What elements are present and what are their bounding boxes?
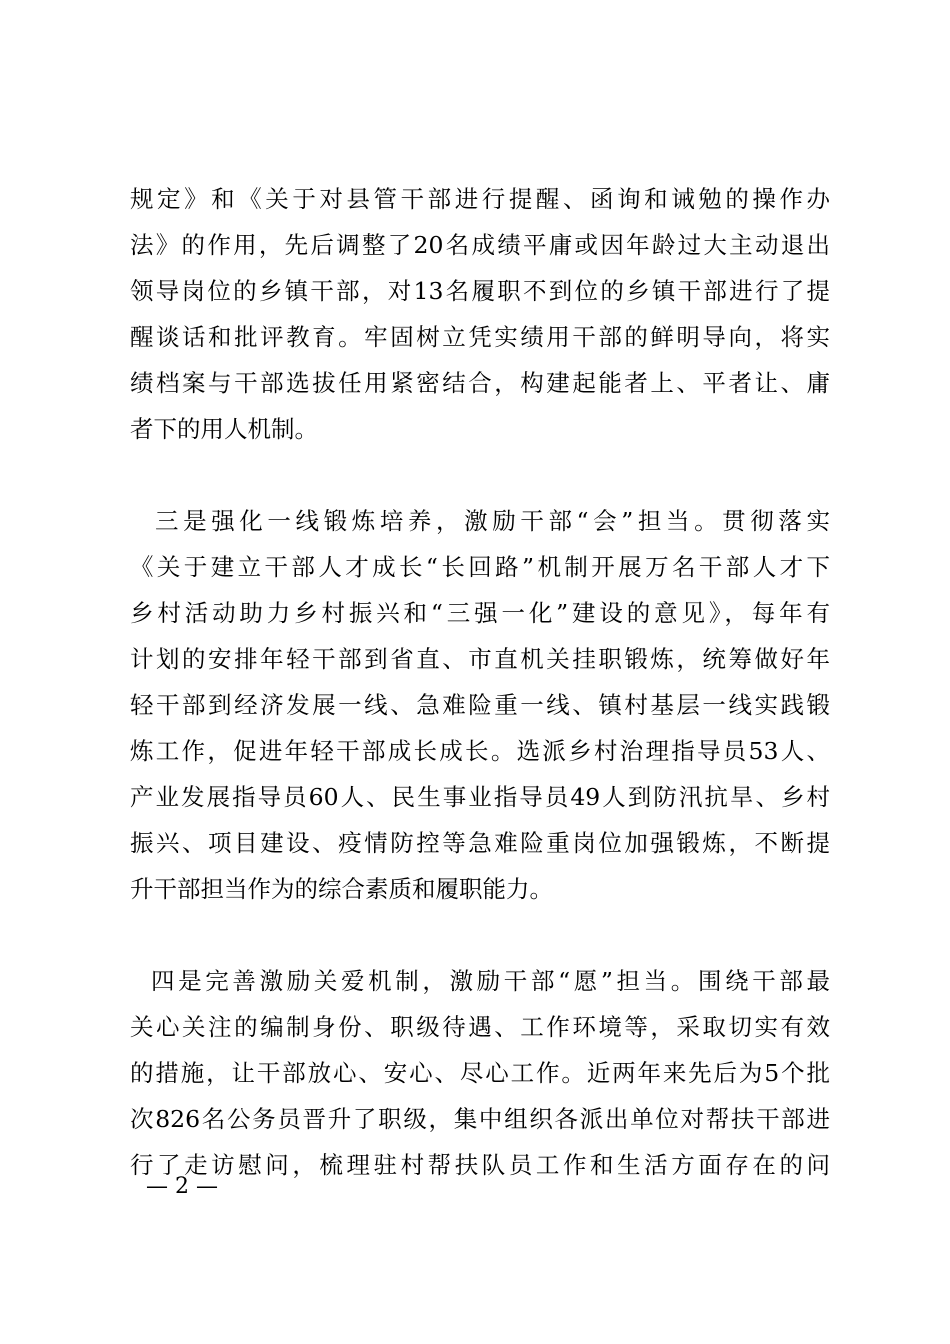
paragraph-line: 领导岗位的乡镇干部，对13名履职不到位的乡镇干部进行了提 xyxy=(130,277,830,305)
paragraph-line: 四是完善激励关爱机制，激励干部“愿”担当。围绕干部最 xyxy=(151,967,830,995)
paragraph-line: 规定》和《关于对县管干部进行提醒、函询和诫勉的操作办 xyxy=(130,185,830,213)
paragraph-line: 的措施，让干部放心、安心、尽心工作。近两年来先后为5个批 xyxy=(130,1059,830,1087)
paragraph-line: 振兴、项目建设、疫情防控等急难险重岗位加强锻炼，不断提 xyxy=(130,829,830,857)
paragraph-line: 轻干部到经济发展一线、急难险重一线、镇村基层一线实践锻 xyxy=(130,691,830,719)
paragraph-line: 炼工作，促进年轻干部成长成长。选派乡村治理指导员53人、 xyxy=(130,737,830,765)
paragraph-line: 三是强化一线锻炼培养，激励干部“会”担当。贯彻落实 xyxy=(155,507,830,535)
document-body xyxy=(130,176,830,1188)
paragraph-line: 醒谈话和批评教育。牢固树立凭实绩用干部的鲜明导向，将实 xyxy=(130,323,830,351)
paragraph-frontline-training xyxy=(130,498,830,912)
paragraph-line: 行了走访慰问，梳理驻村帮扶队员工作和生活方面存在的问 xyxy=(130,1151,830,1179)
paragraph-line: 关心关注的编制身份、职级待遇、工作环境等，采取切实有效 xyxy=(130,1013,830,1041)
paragraph-line: 《关于建立干部人才成长“长回路”机制开展万名干部人才下 xyxy=(130,553,830,581)
paragraph-line: 乡村活动助力乡村振兴和“三强一化”建设的意见》，每年有 xyxy=(130,599,830,627)
paragraph-gap xyxy=(130,912,830,958)
paragraph-line: 绩档案与干部选拔任用紧密结合，构建起能者上、平者让、庸 xyxy=(130,369,830,397)
paragraph-line: 产业发展指导员60人、民生事业指导员49人到防汛抗旱、乡村 xyxy=(130,783,830,811)
paragraph-line: 升干部担当作为的综合素质和履职能力。 xyxy=(130,875,553,903)
paragraph-line: 计划的安排年轻干部到省直、市直机关挂职锻炼，统筹做好年 xyxy=(130,645,830,673)
page-number: — 2 — xyxy=(146,1174,218,1199)
paragraph-gap xyxy=(130,452,830,498)
paragraph-line: 次826名公务员晋升了职级，集中组织各派出单位对帮扶干部进 xyxy=(130,1105,830,1133)
paragraph-incentive-care xyxy=(130,958,830,1188)
paragraph-cadre-adjustment xyxy=(130,176,830,452)
paragraph-line: 法》的作用，先后调整了20名成绩平庸或因年龄过大主动退出 xyxy=(130,231,830,259)
paragraph-line: 者下的用人机制。 xyxy=(130,415,318,443)
